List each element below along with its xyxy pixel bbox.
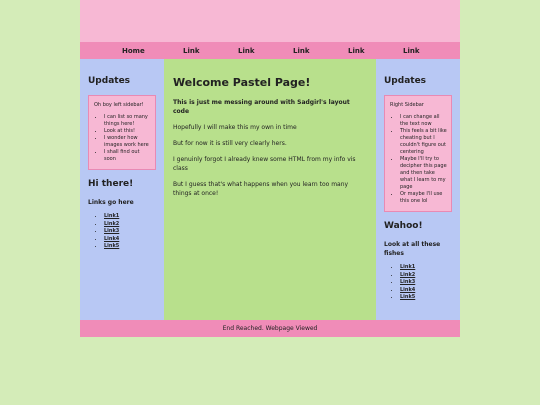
left-link-1[interactable]: Link1	[104, 213, 120, 219]
list-item: • I can list so many things here!	[104, 114, 151, 128]
list-item	[104, 213, 156, 221]
page-title: Welcome Pastel Page!	[173, 76, 311, 89]
right-sidebar	[376, 59, 460, 320]
left-sidebar	[80, 59, 164, 320]
list-item	[104, 243, 156, 251]
nav-link-2[interactable]: Link	[238, 46, 255, 55]
right-links-subheading: Look at all these fishes	[384, 241, 441, 257]
list-item: • Or maybe I'll use this one lol	[400, 191, 447, 205]
list-item: • I wonder how images work here	[104, 135, 151, 149]
left-link-4[interactable]: Link4	[104, 235, 120, 242]
right-link-1[interactable]: Link1	[400, 264, 416, 270]
list-item: • Look at this!	[104, 128, 151, 135]
page-container	[80, 0, 460, 337]
list-item: • I shall find out soon	[104, 149, 151, 163]
left-sidebar-heading: Updates	[88, 76, 131, 86]
left-link-5[interactable]: Link5	[104, 243, 120, 249]
main-paragraph: This is just me messing around with Sadgirl's layout code	[173, 99, 350, 115]
nav-link-4[interactable]: Link	[348, 46, 365, 55]
list-item: • This feels a bit like cheating but I couldn't figure out centering	[400, 128, 447, 156]
list-item	[104, 236, 156, 244]
left-link-3[interactable]: Link3	[104, 228, 120, 234]
left-links-subheading: Links go here	[88, 199, 134, 206]
right-box-intro: Right Sidebar	[390, 102, 424, 108]
list-item	[400, 287, 452, 295]
nav-link-home[interactable]: Home	[122, 46, 145, 55]
footer: End Reached. Webpage Viewed	[80, 320, 460, 337]
right-links-list	[384, 264, 452, 302]
nav-link-1[interactable]: Link	[183, 46, 200, 55]
left-update-box	[88, 95, 156, 170]
right-sidebar-heading: Updates	[384, 76, 427, 86]
list-item	[400, 294, 452, 302]
list-item	[104, 228, 156, 236]
main-paragraph: But for now it is still very clearly hers.	[173, 140, 287, 147]
list-item: • Maybe I'll try to decipher this page and then take what I learn to my page	[400, 156, 447, 191]
main-paragraph: I genuinly forgot I already knew some HTML from my info vis class	[173, 156, 356, 172]
main-paragraph: But I guess that's what happens when you learn too many things at once!	[173, 181, 349, 197]
right-update-box	[384, 95, 452, 212]
list-item	[400, 279, 452, 287]
left-link-2[interactable]: Link2	[104, 220, 120, 227]
nav-link-3[interactable]: Link	[293, 46, 310, 55]
header-banner	[80, 0, 460, 42]
right-link-3[interactable]: Link3	[400, 279, 416, 285]
main-content	[164, 59, 376, 320]
list-item	[400, 272, 452, 280]
right-box-list	[390, 114, 447, 205]
right-link-4[interactable]: Link4	[400, 286, 416, 293]
left-heading-hi: Hi there!	[88, 179, 134, 189]
main-paragraph: Hopefully I will make this my own in time	[173, 124, 297, 131]
list-item	[104, 221, 156, 229]
right-link-2[interactable]: Link2	[400, 271, 416, 278]
list-item: • I can change all the text now	[400, 114, 447, 128]
right-link-5[interactable]: Link5	[400, 294, 416, 300]
nav-link-5[interactable]: Link	[403, 46, 420, 55]
nav-bar	[80, 42, 460, 59]
columns	[80, 59, 460, 320]
list-item	[400, 264, 452, 272]
left-box-list	[94, 114, 151, 163]
left-box-intro: Oh boy left sidebar!	[94, 102, 144, 108]
left-links-list	[88, 213, 156, 251]
right-heading-wahoo: Wahoo!	[384, 221, 423, 231]
